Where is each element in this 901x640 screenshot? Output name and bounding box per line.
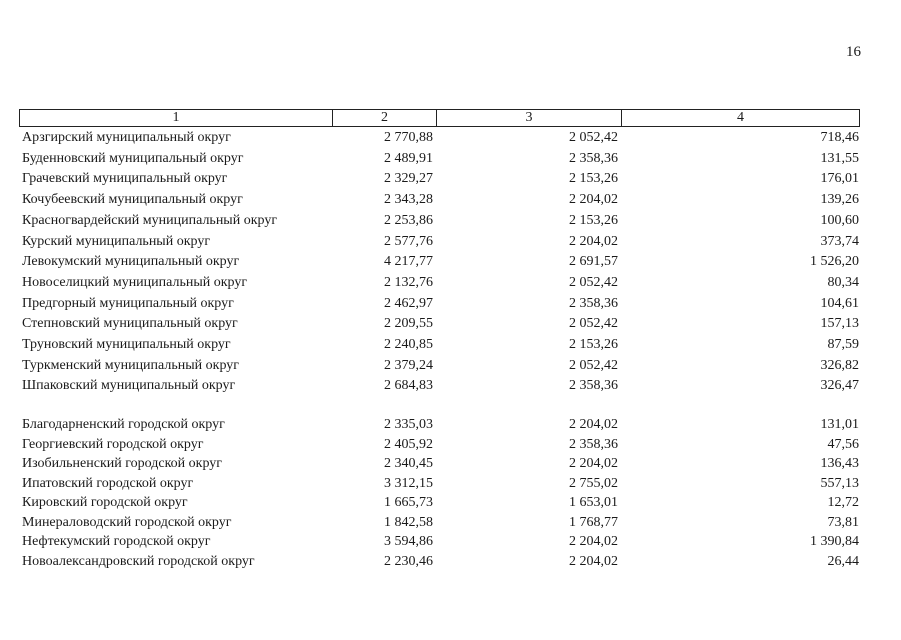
row-value-col4: 1 526,20 [810, 254, 859, 270]
row-value-col4: 47,56 [827, 436, 859, 452]
row-name: Арзгирский муниципальный округ [22, 130, 231, 145]
row-value-col3: 2 204,02 [569, 456, 618, 471]
row-value-col2: 1 665,73 [384, 495, 433, 510]
row-value-col2: 3 312,15 [384, 475, 433, 491]
row-value-col4: 12,72 [827, 495, 859, 510]
row-value-col4: 176,01 [820, 171, 859, 187]
row-name: Новоалександровский городской округ [22, 553, 255, 569]
row-value-col2: 2 209,55 [384, 316, 433, 332]
row-value-col3: 2 358,36 [569, 295, 618, 311]
row-value-col4: 87,59 [827, 337, 859, 352]
row-name: Новоселицкий муниципальный округ [22, 274, 248, 290]
row-name: Красногвардейский муниципальный округ [22, 212, 278, 228]
row-value-col3: 2 153,26 [569, 171, 618, 187]
row-name: Изобильненский городской округ [22, 456, 223, 471]
table-row [22, 476, 860, 496]
row-name: Кировский городской округ [22, 495, 188, 510]
row-value-col2: 2 684,83 [384, 378, 433, 394]
row-value-col4: 373,74 [820, 233, 859, 249]
row-value-col3: 2 204,02 [569, 534, 618, 549]
header-cell-3: 3 [437, 110, 622, 126]
row-value-col4: 104,61 [820, 295, 859, 311]
row-name: Минераловодский городской округ [22, 514, 232, 530]
row-name: Благодарненский городской округ [22, 417, 225, 432]
page-number: 16 [846, 44, 861, 60]
header-cell-4: 4 [737, 110, 744, 125]
table-row [22, 234, 860, 254]
row-value-col3: 2 204,02 [569, 417, 618, 432]
row-value-col2: 2 770,88 [384, 130, 433, 145]
row-value-col2: 2 253,86 [384, 212, 433, 228]
row-value-col4: 136,43 [820, 456, 859, 471]
row-value-col2: 2 329,27 [384, 171, 433, 187]
table-row [22, 130, 860, 150]
row-value-col3: 2 052,42 [569, 274, 618, 290]
row-value-col3: 2 153,26 [569, 337, 618, 352]
table-row [22, 337, 860, 357]
row-value-col3: 2 052,42 [569, 357, 618, 373]
row-value-col2: 2 240,85 [384, 337, 433, 352]
table-row [22, 358, 860, 378]
row-value-col2: 1 842,58 [384, 514, 433, 530]
row-value-col3: 2 358,36 [569, 378, 618, 394]
table-row [22, 515, 860, 535]
row-value-col4: 131,55 [820, 150, 859, 166]
header-cell-1: 1 [20, 110, 333, 126]
row-value-col2: 2 462,97 [384, 295, 433, 311]
row-name: Буденновский муниципальный округ [22, 150, 244, 166]
row-name: Левокумский муниципальный округ [22, 254, 240, 270]
row-name: Ипатовский городской округ [22, 475, 194, 491]
row-value-col3: 2 153,26 [569, 212, 618, 228]
row-value-col4: 80,34 [827, 274, 859, 290]
row-value-col3: 2 691,57 [569, 254, 618, 270]
row-value-col2: 2 489,91 [384, 150, 433, 166]
table-row [22, 275, 860, 295]
table-row [22, 296, 860, 316]
row-value-col2: 2 340,45 [384, 456, 433, 471]
table-row [22, 456, 860, 476]
row-value-col4: 73,81 [827, 514, 859, 530]
row-value-col3: 2 204,02 [569, 553, 618, 569]
table-row [22, 534, 860, 554]
row-value-col3: 1 653,01 [569, 495, 618, 510]
row-value-col2: 2 405,92 [384, 436, 433, 452]
row-value-col3: 2 204,02 [569, 233, 618, 249]
row-value-col4: 557,13 [820, 475, 859, 491]
row-name: Туркменский муниципальный округ [22, 357, 239, 373]
row-value-col4: 100,60 [820, 212, 859, 228]
row-name: Шпаковский муниципальный округ [22, 378, 236, 394]
table-row [22, 437, 860, 457]
table-row [22, 495, 860, 515]
table-row [22, 254, 860, 274]
table-row [22, 151, 860, 171]
row-name: Труновский муниципальный округ [22, 337, 231, 352]
row-name: Степновский муниципальный округ [22, 316, 238, 332]
table-row [22, 417, 860, 437]
row-value-col4: 1 390,84 [810, 534, 859, 549]
row-value-col2: 3 594,86 [384, 534, 433, 549]
row-value-col3: 2 052,42 [569, 316, 618, 332]
row-value-col2: 2 335,03 [384, 417, 433, 432]
table-row [22, 213, 860, 233]
row-value-col3: 1 768,77 [569, 514, 618, 530]
header-cell-2: 2 [333, 110, 437, 126]
table-row [22, 316, 860, 336]
row-value-col3: 2 358,36 [569, 150, 618, 166]
row-value-col4: 326,47 [820, 378, 859, 394]
row-value-col3: 2 358,36 [569, 436, 618, 452]
row-value-col3: 2 052,42 [569, 130, 618, 145]
row-value-col2: 2 230,46 [384, 553, 433, 569]
row-name: Кочубеевский муниципальный округ [22, 192, 243, 208]
row-name: Георгиевский городской округ [22, 436, 204, 452]
row-name: Грачевский муниципальный округ [22, 171, 228, 187]
row-name: Нефтекумский городской округ [22, 534, 211, 549]
table-row [22, 171, 860, 191]
table-row [22, 554, 860, 574]
row-value-col2: 4 217,77 [384, 254, 433, 270]
row-value-col3: 2 204,02 [569, 192, 618, 208]
row-name: Предгорный муниципальный округ [22, 295, 234, 311]
row-value-col4: 718,46 [820, 130, 859, 145]
row-value-col2: 2 132,76 [384, 274, 433, 290]
row-value-col4: 326,82 [820, 357, 859, 373]
row-value-col4: 26,44 [827, 553, 859, 569]
row-value-col2: 2 577,76 [384, 233, 433, 249]
row-value-col4: 157,13 [820, 316, 859, 332]
table-row [22, 378, 860, 398]
row-value-col4: 139,26 [820, 192, 859, 208]
row-value-col3: 2 755,02 [569, 475, 618, 491]
row-name: Курский муниципальный округ [22, 233, 211, 249]
table-row [22, 192, 860, 212]
row-value-col2: 2 343,28 [384, 192, 433, 208]
row-value-col2: 2 379,24 [384, 357, 433, 373]
row-value-col4: 131,01 [820, 417, 859, 432]
